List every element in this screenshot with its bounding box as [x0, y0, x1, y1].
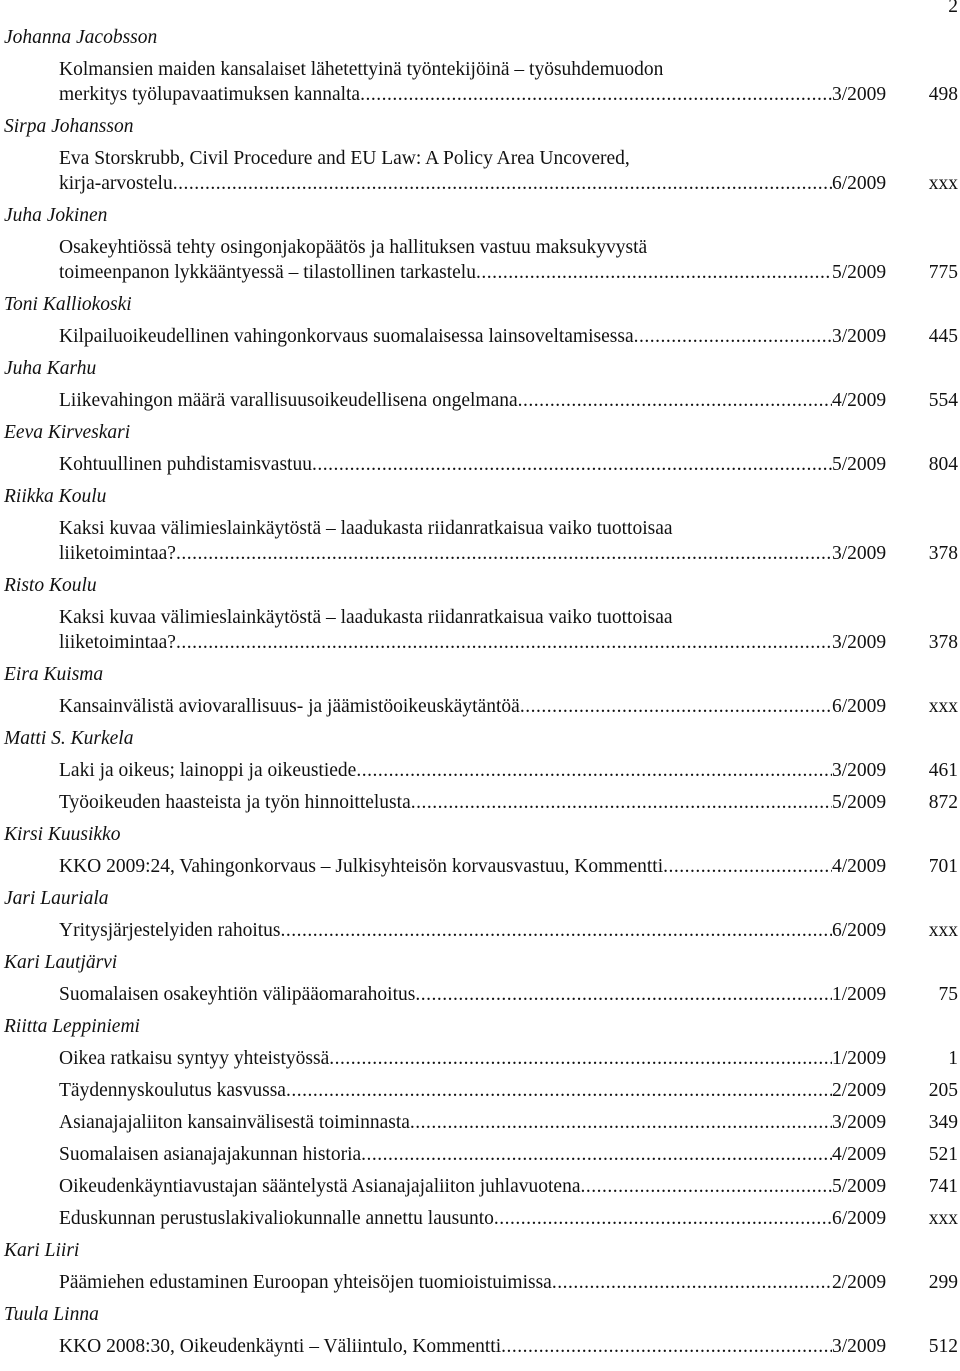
index-entry [4, 449, 958, 481]
entry-title-line: Eva Storskrubb, Civil Procedure and EU Law: A Policy Area Uncovered, [59, 148, 630, 169]
issue-number: 6/2009 [832, 920, 887, 941]
page-reference: 1 [948, 1048, 958, 1069]
entry-title-line: KKO 2008:30, Oikeudenkäynti – Väliintulo, Kommentti [59, 1336, 502, 1357]
author-name: Johanna Jacobsson [4, 27, 158, 48]
entry-title-line: Laki ja oikeus; lainoppi ja oikeustiede [59, 760, 357, 781]
issue-number: 3/2009 [832, 1336, 887, 1357]
index-entry [4, 1107, 958, 1139]
issue-number: 1/2009 [832, 984, 887, 1005]
dot-leader [173, 171, 832, 196]
entry-title-line: kirja-arvostelu [59, 173, 173, 194]
dot-leader [360, 82, 832, 107]
issue-number: 6/2009 [832, 173, 887, 194]
issue-number: 6/2009 [832, 1208, 887, 1229]
index-entry [4, 54, 958, 111]
page-reference: 521 [928, 1144, 958, 1165]
entry-title-line: Kilpailuoikeudellinen vahingonkorvaus suomalaisessa lainsoveltamisessa [59, 326, 634, 347]
entry-title-line: Liikevahingon määrä varallisuusoikeudellisena ongelmana [59, 390, 518, 411]
page-reference: 378 [928, 543, 958, 564]
dot-leader [552, 1270, 832, 1295]
author-name: Juha Karhu [4, 358, 97, 379]
page-reference: 512 [928, 1336, 958, 1357]
dot-leader [176, 630, 832, 655]
dot-leader [329, 1046, 832, 1071]
author-name: Riikka Koulu [4, 486, 107, 507]
author-name: Kari Liiri [4, 1240, 80, 1261]
page-reference: 205 [928, 1080, 958, 1101]
author-index [4, 22, 958, 1363]
entry-title-line: merkitys työlupavaatimuksen kannalta [59, 84, 361, 105]
page-reference: xxx [928, 696, 958, 717]
entry-title-line: Eduskunnan perustuslakivaliokunnalle annettu lausunto [59, 1208, 494, 1229]
index-entry [4, 385, 958, 417]
issue-number: 5/2009 [832, 792, 887, 813]
issue-number: 3/2009 [832, 84, 887, 105]
issue-number: 5/2009 [832, 454, 887, 475]
author-name: Sirpa Johansson [4, 116, 134, 137]
issue-number: 3/2009 [832, 632, 887, 653]
page-reference: 554 [928, 390, 958, 411]
author-name: Kari Lautjärvi [4, 952, 118, 973]
issue-number: 3/2009 [832, 760, 887, 781]
issue-number: 3/2009 [832, 1112, 887, 1133]
page-reference: 498 [928, 84, 958, 105]
entry-title-line: Suomalaisen asianajajakunnan historia [59, 1144, 362, 1165]
page-reference: 378 [928, 632, 958, 653]
dot-leader [176, 541, 832, 566]
entry-title-line: liiketoimintaa? [59, 543, 176, 564]
page-reference: 741 [928, 1176, 958, 1197]
index-entry [4, 1139, 958, 1171]
index-entry [4, 602, 958, 659]
dot-leader [520, 694, 832, 719]
index-entry [4, 979, 958, 1011]
entry-title-line: Asianajajaliiton kansainvälisestä toiminnasta [59, 1112, 410, 1133]
index-entry [4, 691, 958, 723]
issue-number: 4/2009 [832, 1144, 887, 1165]
index-entry [4, 321, 958, 353]
dot-leader [501, 1334, 832, 1359]
author-name: Kirsi Kuusikko [4, 824, 121, 845]
entry-title-line: Osakeyhtiössä tehty osingonjakopäätös ja hallituksen vastuu maksukyvystä [59, 237, 648, 258]
entry-title-line: Kansainvälistä aviovarallisuus- ja jäämistöoikeuskäytäntöä [59, 696, 520, 717]
index-entry [4, 143, 958, 200]
author-name: Tuula Linna [4, 1304, 99, 1325]
index-entry [4, 1331, 958, 1363]
author-name: Toni Kalliokoski [4, 294, 132, 315]
entry-title-line: KKO 2009:24, Vahingonkorvaus – Julkisyhteisön korvausvastuu, Kommentti [59, 856, 664, 877]
entry-title-line: Oikea ratkaisu syntyy yhteistyössä [59, 1048, 330, 1069]
author-name: Jari Lauriala [4, 888, 109, 909]
issue-number: 3/2009 [832, 326, 887, 347]
index-entry [4, 513, 958, 570]
issue-number: 4/2009 [832, 856, 887, 877]
issue-number: 5/2009 [832, 262, 887, 283]
dot-leader [361, 1142, 832, 1167]
dot-leader [663, 854, 832, 879]
page-reference: 701 [928, 856, 958, 877]
issue-number: 5/2009 [832, 1176, 887, 1197]
page-reference: 872 [928, 792, 958, 813]
index-entry [4, 1171, 958, 1203]
index-entry [4, 755, 958, 787]
entry-title-line: Oikeudenkäyntiavustajan sääntelystä Asianajajaliiton juhlavuotena [59, 1176, 581, 1197]
issue-number: 1/2009 [832, 1048, 887, 1069]
dot-leader [411, 790, 832, 815]
issue-number: 3/2009 [832, 543, 887, 564]
page-reference: 804 [928, 454, 958, 475]
dot-leader [286, 1078, 832, 1103]
entry-title-line: Työoikeuden haasteista ja työn hinnoittelusta [59, 792, 411, 813]
dot-leader [580, 1174, 832, 1199]
author-name: Riitta Leppiniemi [4, 1016, 140, 1037]
issue-number: 4/2009 [832, 390, 887, 411]
index-entry [4, 915, 958, 947]
page-reference: 775 [928, 262, 958, 283]
page-reference: xxx [928, 920, 958, 941]
dot-leader [415, 982, 832, 1007]
author-name: Eeva Kirveskari [4, 422, 131, 443]
page-reference: 299 [928, 1272, 958, 1293]
index-entry [4, 1267, 958, 1299]
dot-leader [410, 1110, 832, 1135]
author-name: Matti S. Kurkela [4, 728, 134, 749]
dot-leader [312, 452, 832, 477]
dot-leader [494, 1206, 832, 1231]
dot-leader [634, 324, 832, 349]
entry-title-line: liiketoimintaa? [59, 632, 176, 653]
page-reference: 445 [928, 326, 958, 347]
entry-title-line: Kohtuullinen puhdistamisvastuu [59, 454, 312, 475]
entry-title-line: Suomalaisen osakeyhtiön välipääomarahoitus [59, 984, 416, 1005]
index-entry [4, 851, 958, 883]
page-number: 2 [948, 0, 958, 17]
issue-number: 2/2009 [832, 1080, 887, 1101]
page-reference: xxx [928, 173, 958, 194]
entry-title-line: Kolmansien maiden kansalaiset lähetettyinä työntekijöinä – työsuhdemuodon [59, 59, 664, 80]
index-entry [4, 232, 958, 289]
entry-title-line: Päämiehen edustaminen Euroopan yhteisöjen tuomioistuimissa [59, 1272, 552, 1293]
issue-number: 6/2009 [832, 696, 887, 717]
index-entry [4, 1075, 958, 1107]
dot-leader [476, 260, 832, 285]
index-entry [4, 787, 958, 819]
page-reference: 461 [928, 760, 958, 781]
entry-title-line: Yritysjärjestelyiden rahoitus [59, 920, 281, 941]
entry-title-line: toimeenpanon lykkääntyessä – tilastollinen tarkastelu [59, 262, 476, 283]
dot-leader [518, 388, 832, 413]
author-name: Risto Koulu [4, 575, 97, 596]
dot-leader [356, 758, 832, 783]
author-name: Eira Kuisma [4, 664, 104, 685]
entry-title-line: Kaksi kuvaa välimieslainkäytöstä – laadukasta riidanratkaisua vaiko tuottoisaa [59, 518, 673, 539]
dot-leader [281, 918, 833, 943]
index-entry [4, 1043, 958, 1075]
index-entry [4, 1203, 958, 1235]
entry-title-line: Täydennyskoulutus kasvussa [59, 1080, 286, 1101]
issue-number: 2/2009 [832, 1272, 887, 1293]
page-reference: xxx [928, 1208, 958, 1229]
page-reference: 349 [928, 1112, 958, 1133]
author-name: Juha Jokinen [4, 205, 108, 226]
entry-title-line: Kaksi kuvaa välimieslainkäytöstä – laadukasta riidanratkaisua vaiko tuottoisaa [59, 607, 673, 628]
page-reference: 75 [938, 984, 958, 1005]
